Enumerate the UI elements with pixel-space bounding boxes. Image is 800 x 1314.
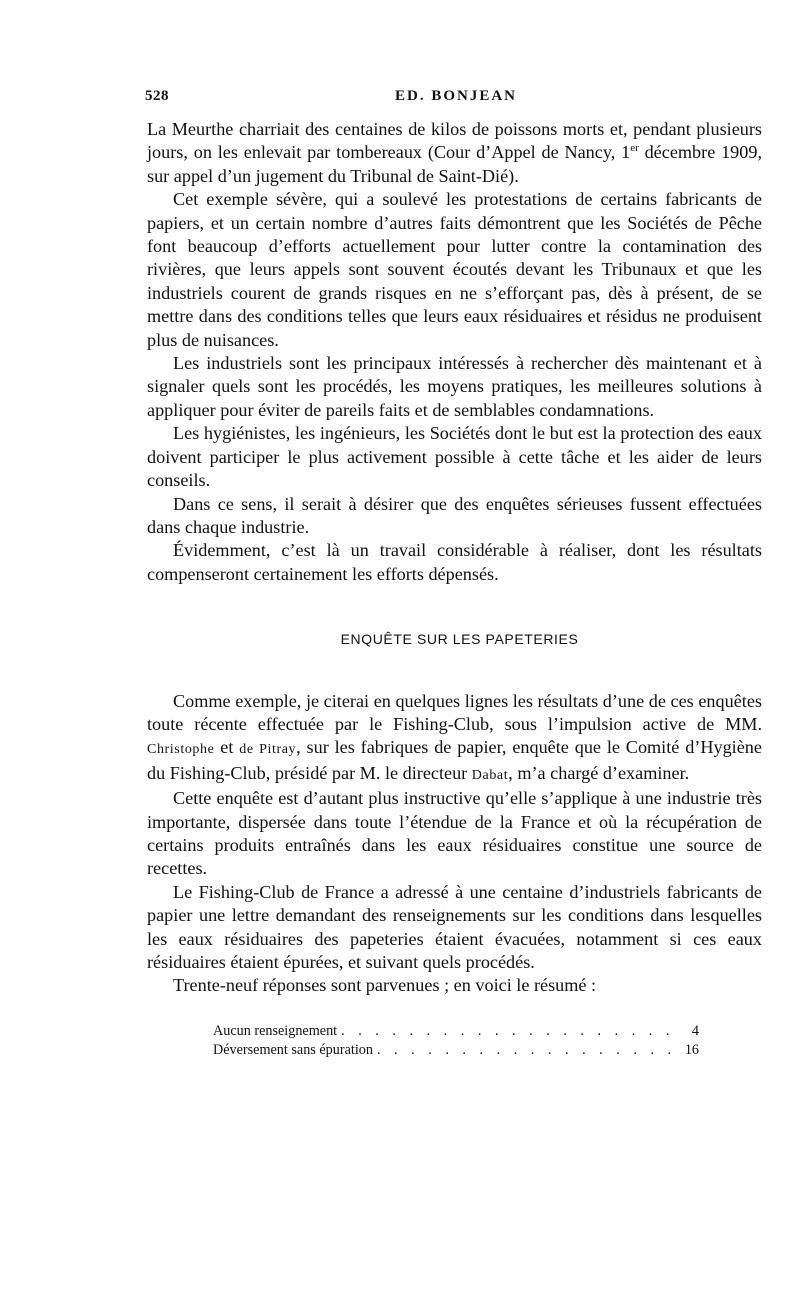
superscript: er bbox=[630, 142, 639, 155]
result-value: 16 bbox=[684, 1041, 699, 1058]
section-heading: ENQUÊTE SUR LES PAPETERIES bbox=[340, 631, 579, 648]
person-name: Christophe bbox=[147, 742, 215, 758]
running-title: ED. BONJEAN bbox=[395, 88, 518, 104]
person-name: Dabat bbox=[471, 767, 509, 783]
book-page bbox=[147, 88, 762, 1060]
paragraph: Évidemment, c’est là un travail considérable à réaliser, dont les résultats compenseront certainement les efforts dépensés. bbox=[147, 540, 762, 584]
paragraph: Cet exemple sévère, qui a soulevé les protestations de certains fabricants de papiers, et un certain nombre d’autres faits démontrent que les Sociétés de Pêche font beaucoup d’efforts actuellement pour lutter contre la contamination des rivières, que leurs appels sont souvent écoutés devant les Tribunaux et que les industriels courent de grands risques en ne s’efforçant pas, dès à présent, de se mettre dans des conditions telles que leurs eaux résiduaires et résidus ne produisent plus de nuisances. bbox=[147, 189, 762, 350]
paragraph: Cette enquête est d’autant plus instructive qu’elle s’applique à une industrie très importante, dispersée dans toute l’étendue de la France et où la récupération de certains produits entraînés dans les eaux résiduaires constitue une source de recettes. bbox=[147, 788, 762, 879]
paragraph: Les hygiénistes, les ingénieurs, les Sociétés dont le but est la protection des eaux doivent participer le plus activement possible à cette tâche et les aider de leurs conseils. bbox=[147, 423, 762, 491]
result-label: Aucun renseignement bbox=[213, 1022, 338, 1039]
result-label: Déversement sans épuration bbox=[213, 1041, 373, 1058]
paragraph: La Meurthe charriait des centaines de kilos de poissons morts et, pendant plusieurs jours, on les enlevait par tombereaux (Cour d’Appel de Nancy, 1er décembre 1909, sur appel d’un jugement du Tribunal de Saint-Dié). bbox=[147, 119, 762, 186]
result-row bbox=[213, 1022, 699, 1041]
paragraph: Dans ce sens, il serait à désirer que des enquêtes sérieuses fussent effectuées dans chaque industrie. bbox=[147, 493, 762, 537]
paragraph: Les industriels sont les principaux intéressés à rechercher dès maintenant et à signaler quels sont les procédés, les moyens pratiques, les meilleures solutions à appliquer pour éviter de pareils faits et de semblables condamnations. bbox=[147, 353, 762, 420]
person-name: de Pitray bbox=[239, 742, 297, 758]
dot-leader bbox=[337, 1022, 683, 1041]
body-text bbox=[147, 118, 762, 998]
paragraph: Comme exemple, je citerai en quelques lignes les résultats d’une de ces enquêtes toute récente effectuée par le Fishing-Club, sous l’impulsion active de MM. Christophe et de Pitray, sur les fabriques de papier, enquête que le Comité d’Hygiène du Fishing-Club, présidé par M. le directeur Dabat, m’a chargé d’examiner. bbox=[147, 690, 762, 783]
result-value: 4 bbox=[691, 1022, 699, 1039]
dot-leader bbox=[373, 1041, 683, 1060]
result-row bbox=[213, 1041, 699, 1060]
paragraph: Trente-neuf réponses sont parvenues ; en voici le résumé : bbox=[173, 975, 597, 996]
page-number: 528 bbox=[145, 88, 169, 104]
paragraph: Le Fishing-Club de France a adressé à une centaine d’industriels fabricants de papier une lettre demandant des renseignements sur les conditions dans lesquelles les eaux résiduaires des papeteries étaient évacuées, notamment si ces eaux résiduaires étaient épurées, et suivant quels procédés. bbox=[147, 881, 762, 972]
results-list bbox=[213, 1022, 699, 1060]
running-head bbox=[147, 88, 762, 118]
